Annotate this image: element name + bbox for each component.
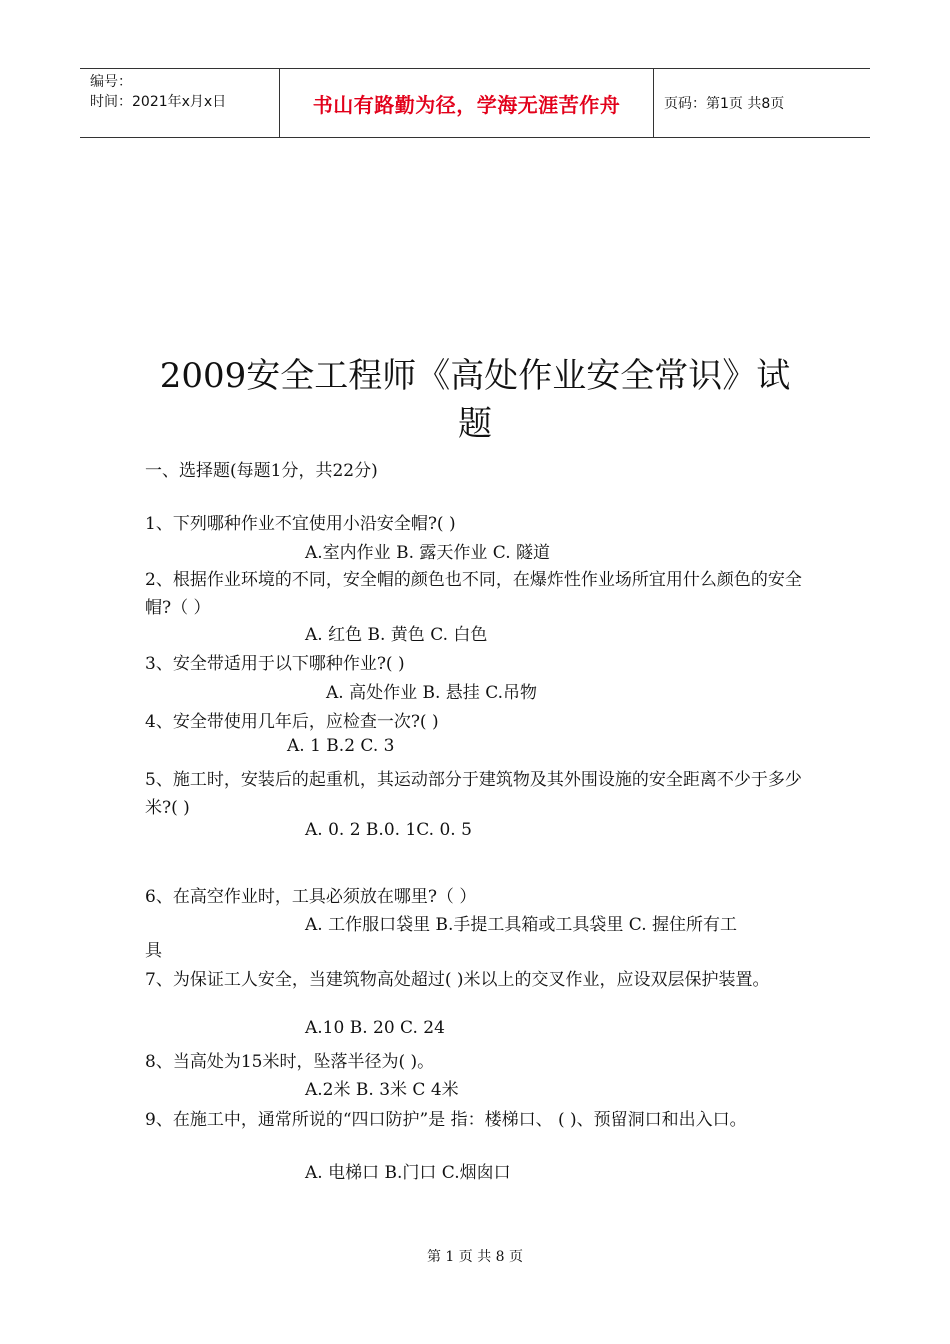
question-2-options: A. 红色 B. 黄色 C. 白色: [305, 625, 488, 645]
question-8-options: A.2米 B. 3米 C 4米: [305, 1080, 459, 1100]
document-title: [100, 352, 850, 448]
question-7-options: A.10 B. 20 C. 24: [305, 1018, 445, 1038]
question-4-options: A. 1 B.2 C. 3: [287, 736, 395, 756]
question-9: 9、在施工中，通常所说的“四口防护”是 指：楼梯口、 ( )、预留洞口和出入口。: [145, 1110, 747, 1130]
header-page-number: 页码：第1页 共8页: [664, 96, 785, 112]
header-motto: 书山有路勤为径，学海无涯苦作舟: [280, 69, 654, 137]
question-9-options: A. 电梯口 B.门口 C.烟囱口: [305, 1163, 511, 1183]
serial-number-label: 编号：: [90, 74, 132, 90]
question-2: 2、根据作业环境的不同，安全帽的颜色也不同，在爆炸性作业场所宜用什么颜色的安全帽?（ ）: [145, 570, 802, 618]
question-1-options: A.室内作业 B. 露天作业 C. 隧道: [305, 543, 550, 563]
section-heading: 一、选择题(每题1分，共22分): [145, 461, 378, 481]
question-5: 5、施工时，安装后的起重机，其运动部分于建筑物及其外围设施的安全距离不少于多少米?( ): [145, 770, 802, 818]
page-footer: 第 1 页 共 8 页: [426, 1249, 524, 1265]
date-label: 时间：2021年x月x日: [90, 94, 227, 110]
title-line-1: 2009安全工程师《高处作业安全常识》试: [159, 356, 791, 396]
question-6-options-continued: 具: [145, 941, 162, 961]
title-line-2: 题: [458, 404, 492, 444]
question-1: 1、下列哪种作业不宜使用小沿安全帽?( ): [145, 514, 456, 534]
question-3: 3、安全带适用于以下哪种作业?( ): [145, 654, 405, 674]
question-4: 4、安全带使用几年后，应检查一次?( ): [145, 712, 439, 732]
question-6-options: A. 工作服口袋里 B.手提工具箱或工具袋里 C. 握住所有工: [305, 915, 737, 935]
question-6: 6、在高空作业时，工具必须放在哪里?（ ）: [145, 887, 477, 907]
question-7: 7、为保证工人安全，当建筑物高处超过( )米以上的交叉作业，应设双层保护装置。: [145, 970, 770, 990]
question-5-options: A. 0. 2 B.0. 1C. 0. 5: [305, 820, 472, 840]
question-3-options: A. 高处作业 B. 悬挂 C.吊物: [326, 683, 537, 703]
question-8: 8、当高处为15米时，坠落半径为( )。: [145, 1052, 435, 1072]
document-header: [80, 68, 870, 138]
header-meta-cell: [80, 69, 280, 137]
